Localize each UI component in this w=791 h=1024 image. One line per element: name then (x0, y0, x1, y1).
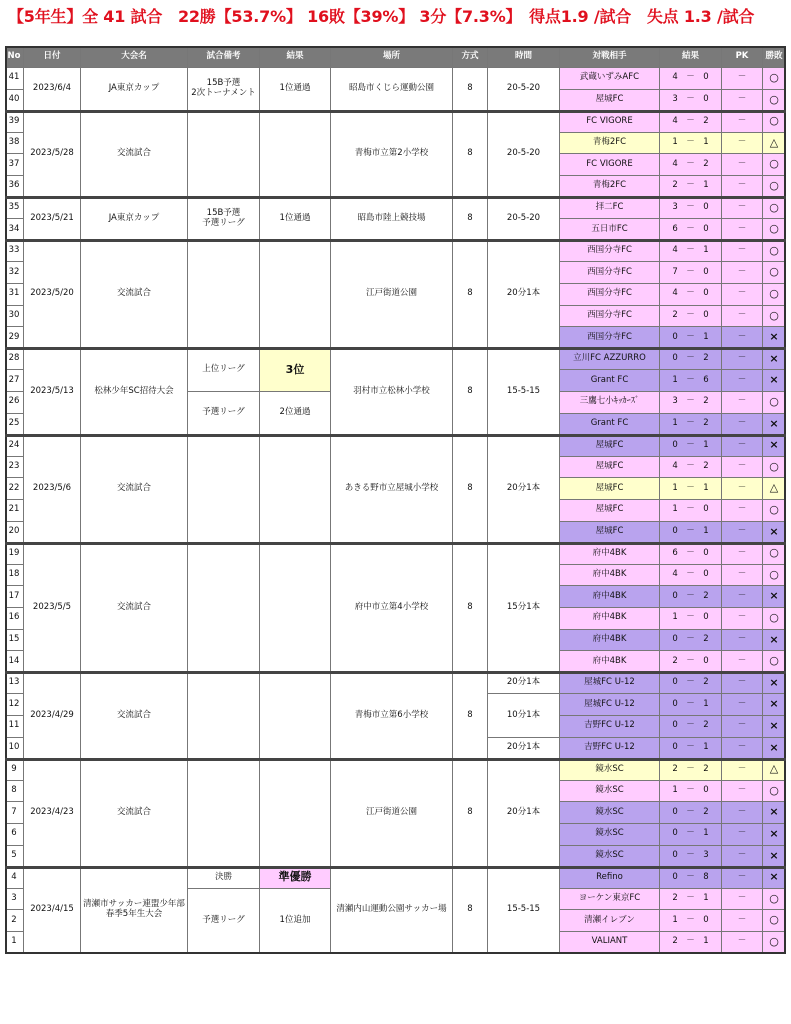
match-number: 13 (5, 673, 24, 695)
match-format: 8 (453, 759, 488, 867)
pk-result: － (722, 284, 763, 306)
header-col-pk: PK (722, 46, 763, 68)
match-score: 0 － 3 (660, 846, 722, 868)
tournament-result: 1位追加 (260, 889, 331, 954)
tournament-name: 交流試合 (81, 543, 188, 673)
header-col-score: 結果 (660, 46, 722, 68)
match-score: 0 － 2 (660, 716, 722, 738)
match-format: 8 (453, 111, 488, 197)
tournament-note: 上位リーグ (188, 349, 260, 392)
opponent-name: 屋城FC (560, 478, 660, 500)
pk-result: － (722, 198, 763, 220)
match-score: 1 － 1 (660, 478, 722, 500)
match-outcome: △ (763, 133, 786, 155)
match-outcome: ○ (763, 68, 786, 90)
tournament-note: 15B予選 2次トーナメント (188, 68, 260, 111)
match-number: 28 (5, 349, 24, 371)
opponent-name: Refino (560, 867, 660, 889)
tournament-result (260, 111, 331, 197)
match-date: 2023/5/20 (24, 241, 81, 349)
match-outcome: ○ (763, 306, 786, 328)
header-col-opponent: 対戦相手 (560, 46, 660, 68)
match-number: 9 (5, 759, 24, 781)
match-score: 2 － 1 (660, 932, 722, 954)
header-col-place: 場所 (331, 46, 453, 68)
match-outcome: ○ (763, 781, 786, 803)
match-time: 20-5-20 (488, 68, 560, 111)
match-date: 2023/5/21 (24, 198, 81, 241)
tournament-name: 交流試合 (81, 759, 188, 867)
match-outcome: × (763, 414, 786, 436)
tournament-note: 予選リーグ (188, 889, 260, 954)
match-score: 4 － 0 (660, 565, 722, 587)
pk-result: － (722, 457, 763, 479)
match-number: 6 (5, 824, 24, 846)
match-outcome: ○ (763, 284, 786, 306)
pk-result: － (722, 500, 763, 522)
match-date: 2023/5/5 (24, 543, 81, 673)
match-outcome: × (763, 738, 786, 760)
venue: 江戸街道公園 (331, 241, 453, 349)
match-number: 41 (5, 68, 24, 90)
opponent-name: Grant FC (560, 370, 660, 392)
match-score: 0 － 2 (660, 586, 722, 608)
pk-result: － (722, 673, 763, 695)
match-outcome: × (763, 673, 786, 695)
pk-result: － (722, 824, 763, 846)
match-number: 35 (5, 198, 24, 220)
opponent-name: 西国分寺FC (560, 306, 660, 328)
match-outcome: △ (763, 478, 786, 500)
match-outcome: ○ (763, 608, 786, 630)
match-outcome: ○ (763, 932, 786, 954)
match-score: 1 － 0 (660, 910, 722, 932)
header-col-outcome: 勝敗 (763, 46, 786, 68)
opponent-name: 西国分寺FC (560, 241, 660, 263)
tournament-result (260, 543, 331, 673)
match-outcome: × (763, 327, 786, 349)
match-score: 4 － 2 (660, 154, 722, 176)
match-number: 23 (5, 457, 24, 479)
match-outcome: ○ (763, 111, 786, 133)
opponent-name: 屋城FC U-12 (560, 673, 660, 695)
match-outcome: ○ (763, 219, 786, 241)
match-date: 2023/4/29 (24, 673, 81, 759)
opponent-name: 三鷹七小ｷｯｶｰｽﾞ (560, 392, 660, 414)
opponent-name: 府中4BK (560, 543, 660, 565)
match-number: 15 (5, 630, 24, 652)
match-number: 22 (5, 478, 24, 500)
match-number: 40 (5, 90, 24, 112)
match-format: 8 (453, 68, 488, 111)
match-score: 2 － 0 (660, 306, 722, 328)
match-outcome: ○ (763, 262, 786, 284)
match-score: 1 － 1 (660, 133, 722, 155)
opponent-name: 吉野FC U-12 (560, 716, 660, 738)
match-outcome: ○ (763, 90, 786, 112)
match-score: 4 － 2 (660, 457, 722, 479)
match-time: 15-5-15 (488, 867, 560, 953)
match-outcome: × (763, 586, 786, 608)
tournament-result (260, 759, 331, 867)
pk-result: － (722, 349, 763, 371)
match-number: 26 (5, 392, 24, 414)
match-number: 21 (5, 500, 24, 522)
match-time: 20-5-20 (488, 198, 560, 241)
match-outcome: × (763, 522, 786, 544)
match-time: 10分1本 (488, 694, 560, 737)
match-score: 0 － 1 (660, 694, 722, 716)
opponent-name: 屋城FC (560, 500, 660, 522)
pk-result: － (722, 370, 763, 392)
match-time: 20分1本 (488, 435, 560, 543)
match-outcome: × (763, 867, 786, 889)
opponent-name: 西国分寺FC (560, 262, 660, 284)
venue: 昭島市陸上競技場 (331, 198, 453, 241)
pk-result: － (722, 522, 763, 544)
tournament-result (260, 435, 331, 543)
tournament-result: 3位 (260, 349, 331, 392)
match-number: 19 (5, 543, 24, 565)
opponent-name: 屋城FC (560, 435, 660, 457)
header-col-format: 方式 (453, 46, 488, 68)
header-col-note: 試合備考 (188, 46, 260, 68)
match-score: 4 － 0 (660, 68, 722, 90)
opponent-name: 鏡水SC (560, 846, 660, 868)
match-score: 4 － 0 (660, 284, 722, 306)
opponent-name: 拝二FC (560, 198, 660, 220)
tournament-note (188, 241, 260, 349)
match-number: 12 (5, 694, 24, 716)
match-score: 4 － 2 (660, 111, 722, 133)
match-date: 2023/5/28 (24, 111, 81, 197)
tournament-note (188, 543, 260, 673)
tournament-note (188, 673, 260, 759)
match-date: 2023/5/6 (24, 435, 81, 543)
match-outcome: ○ (763, 154, 786, 176)
venue: 清瀬内山運動公園サッカー場 (331, 867, 453, 953)
pk-result: － (722, 435, 763, 457)
match-score: 3 － 0 (660, 90, 722, 112)
match-time: 20分1本 (488, 673, 560, 695)
opponent-name: VALIANT (560, 932, 660, 954)
header-col-result: 結果 (260, 46, 331, 68)
pk-result: － (722, 889, 763, 911)
pk-result: － (722, 133, 763, 155)
match-number: 27 (5, 370, 24, 392)
pk-result: － (722, 716, 763, 738)
match-outcome: ○ (763, 176, 786, 198)
match-format: 8 (453, 673, 488, 759)
match-results-table (5, 46, 786, 954)
header-col-date: 日付 (24, 46, 81, 68)
match-time: 20分1本 (488, 738, 560, 760)
tournament-name: 交流試合 (81, 241, 188, 349)
opponent-name: FC VIGORE (560, 111, 660, 133)
match-number: 20 (5, 522, 24, 544)
match-time: 15-5-15 (488, 349, 560, 435)
tournament-result (260, 241, 331, 349)
match-score: 6 － 0 (660, 219, 722, 241)
match-outcome: ○ (763, 500, 786, 522)
opponent-name: 青梅2FC (560, 133, 660, 155)
match-score: 3 － 2 (660, 392, 722, 414)
match-score: 1 － 6 (660, 370, 722, 392)
pk-result: － (722, 241, 763, 263)
opponent-name: 鏡水SC (560, 781, 660, 803)
opponent-name: 府中4BK (560, 565, 660, 587)
opponent-name: 西国分寺FC (560, 327, 660, 349)
match-format: 8 (453, 543, 488, 673)
opponent-name: 立川FC AZZURRO (560, 349, 660, 371)
pk-result: － (722, 90, 763, 112)
match-number: 24 (5, 435, 24, 457)
pk-result: － (722, 68, 763, 90)
pk-result: － (722, 327, 763, 349)
tournament-name: JA東京カップ (81, 198, 188, 241)
opponent-name: ヨーケン東京FC (560, 889, 660, 911)
tournament-note: 予選リーグ (188, 392, 260, 435)
match-number: 36 (5, 176, 24, 198)
match-score: 0 － 2 (660, 802, 722, 824)
match-outcome: × (763, 694, 786, 716)
match-number: 4 (5, 867, 24, 889)
opponent-name: 鏡水SC (560, 824, 660, 846)
match-number: 11 (5, 716, 24, 738)
match-outcome: ○ (763, 543, 786, 565)
match-score: 0 － 1 (660, 327, 722, 349)
tournament-name: 交流試合 (81, 673, 188, 759)
opponent-name: 府中4BK (560, 586, 660, 608)
header-col-tournament: 大会名 (81, 46, 188, 68)
match-outcome: × (763, 802, 786, 824)
pk-result: － (722, 846, 763, 868)
match-number: 18 (5, 565, 24, 587)
venue: 羽村市立松林小学校 (331, 349, 453, 435)
match-time: 15分1本 (488, 543, 560, 673)
tournament-name: 松林少年SC招待大会 (81, 349, 188, 435)
match-number: 1 (5, 932, 24, 954)
match-outcome: ○ (763, 198, 786, 220)
match-score: 2 － 2 (660, 759, 722, 781)
match-number: 31 (5, 284, 24, 306)
match-score: 3 － 0 (660, 198, 722, 220)
match-date: 2023/4/23 (24, 759, 81, 867)
match-number: 33 (5, 241, 24, 263)
match-outcome: △ (763, 759, 786, 781)
tournament-name: 交流試合 (81, 435, 188, 543)
match-number: 25 (5, 414, 24, 436)
opponent-name: 屋城FC (560, 90, 660, 112)
pk-result: － (722, 306, 763, 328)
match-outcome: ○ (763, 392, 786, 414)
opponent-name: 武蔵いずみAFC (560, 68, 660, 90)
match-number: 39 (5, 111, 24, 133)
opponent-name: 青梅2FC (560, 176, 660, 198)
match-score: 0 － 8 (660, 867, 722, 889)
match-time: 20分1本 (488, 241, 560, 349)
opponent-name: 西国分寺FC (560, 284, 660, 306)
opponent-name: 鏡水SC (560, 759, 660, 781)
venue: あきる野市立屋城小学校 (331, 435, 453, 543)
match-score: 0 － 1 (660, 522, 722, 544)
pk-result: － (722, 781, 763, 803)
opponent-name: Grant FC (560, 414, 660, 436)
venue: 青梅市立第2小学校 (331, 111, 453, 197)
header-col-no: No (5, 46, 24, 68)
tournament-result (260, 673, 331, 759)
opponent-name: 鏡水SC (560, 802, 660, 824)
header-col-time: 時間 (488, 46, 560, 68)
opponent-name: 屋城FC (560, 457, 660, 479)
match-number: 10 (5, 738, 24, 760)
pk-result: － (722, 262, 763, 284)
match-format: 8 (453, 867, 488, 953)
match-outcome: × (763, 716, 786, 738)
tournament-note: 決勝 (188, 867, 260, 889)
match-number: 3 (5, 889, 24, 911)
pk-result: － (722, 111, 763, 133)
tournament-result: 1位通過 (260, 68, 331, 111)
match-score: 1 － 0 (660, 781, 722, 803)
opponent-name: 五日市FC (560, 219, 660, 241)
match-format: 8 (453, 349, 488, 435)
match-outcome: × (763, 824, 786, 846)
pk-result: － (722, 154, 763, 176)
tournament-name: JA東京カップ (81, 68, 188, 111)
tournament-result: 準優勝 (260, 867, 331, 889)
tournament-name: 交流試合 (81, 111, 188, 197)
match-outcome: ○ (763, 889, 786, 911)
match-score: 2 － 1 (660, 176, 722, 198)
match-score: 0 － 1 (660, 824, 722, 846)
match-score: 1 － 2 (660, 414, 722, 436)
pk-result: － (722, 392, 763, 414)
match-score: 7 － 0 (660, 262, 722, 284)
opponent-name: 府中4BK (560, 608, 660, 630)
match-date: 2023/4/15 (24, 867, 81, 953)
opponent-name: 屋城FC U-12 (560, 694, 660, 716)
match-number: 29 (5, 327, 24, 349)
pk-result: － (722, 738, 763, 760)
tournament-result: 2位通過 (260, 392, 331, 435)
match-outcome: × (763, 630, 786, 652)
tournament-note (188, 435, 260, 543)
tournament-note (188, 759, 260, 867)
pk-result: － (722, 543, 763, 565)
tournament-note: 15B予選 予選リーグ (188, 198, 260, 241)
match-number: 7 (5, 802, 24, 824)
match-score: 0 － 1 (660, 435, 722, 457)
match-number: 14 (5, 651, 24, 673)
match-score: 6 － 0 (660, 543, 722, 565)
pk-result: － (722, 910, 763, 932)
opponent-name: 府中4BK (560, 651, 660, 673)
match-score: 4 － 1 (660, 241, 722, 263)
pk-result: － (722, 867, 763, 889)
match-outcome: ○ (763, 565, 786, 587)
opponent-name: 府中4BK (560, 630, 660, 652)
opponent-name: 清瀬イレブン (560, 910, 660, 932)
match-number: 37 (5, 154, 24, 176)
match-score: 0 － 1 (660, 738, 722, 760)
match-number: 5 (5, 846, 24, 868)
match-score: 2 － 1 (660, 889, 722, 911)
pk-result: － (722, 759, 763, 781)
summary-header: 【5年生】全 41 試合 22勝【53.7%】 16敗【39%】 3分【7.3%】 得点1.9 /試合 失点 1.3 /試合 (8, 7, 755, 26)
match-number: 30 (5, 306, 24, 328)
venue: 江戸街道公園 (331, 759, 453, 867)
venue: 青梅市立第6小学校 (331, 673, 453, 759)
match-outcome: ○ (763, 241, 786, 263)
match-score: 1 － 0 (660, 608, 722, 630)
match-outcome: × (763, 435, 786, 457)
tournament-name: 清瀬市サッカー連盟少年部 春季5年生大会 (81, 867, 188, 953)
pk-result: － (722, 608, 763, 630)
match-date: 2023/6/4 (24, 68, 81, 111)
match-score: 0 － 2 (660, 673, 722, 695)
pk-result: － (722, 176, 763, 198)
match-time: 20分1本 (488, 759, 560, 867)
opponent-name: FC VIGORE (560, 154, 660, 176)
pk-result: － (722, 630, 763, 652)
tournament-result: 1位通過 (260, 198, 331, 241)
match-format: 8 (453, 241, 488, 349)
match-score: 2 － 0 (660, 651, 722, 673)
match-number: 17 (5, 586, 24, 608)
match-outcome: ○ (763, 910, 786, 932)
opponent-name: 吉野FC U-12 (560, 738, 660, 760)
match-format: 8 (453, 198, 488, 241)
match-format: 8 (453, 435, 488, 543)
pk-result: － (722, 414, 763, 436)
pk-result: － (722, 565, 763, 587)
pk-result: － (722, 932, 763, 954)
pk-result: － (722, 219, 763, 241)
opponent-name: 屋城FC (560, 522, 660, 544)
match-number: 34 (5, 219, 24, 241)
match-outcome: × (763, 370, 786, 392)
pk-result: － (722, 478, 763, 500)
match-time: 20-5-20 (488, 111, 560, 197)
tournament-note (188, 111, 260, 197)
match-number: 8 (5, 781, 24, 803)
match-number: 32 (5, 262, 24, 284)
venue: 府中市立第4小学校 (331, 543, 453, 673)
match-date: 2023/5/13 (24, 349, 81, 435)
match-score: 0 － 2 (660, 630, 722, 652)
pk-result: － (722, 802, 763, 824)
match-outcome: ○ (763, 651, 786, 673)
match-score: 1 － 0 (660, 500, 722, 522)
pk-result: － (722, 651, 763, 673)
match-outcome: × (763, 349, 786, 371)
match-number: 16 (5, 608, 24, 630)
venue: 昭島市くじら運動公園 (331, 68, 453, 111)
match-number: 2 (5, 910, 24, 932)
match-number: 38 (5, 133, 24, 155)
match-score: 0 － 2 (660, 349, 722, 371)
match-outcome: × (763, 846, 786, 868)
pk-result: － (722, 586, 763, 608)
match-outcome: ○ (763, 457, 786, 479)
pk-result: － (722, 694, 763, 716)
